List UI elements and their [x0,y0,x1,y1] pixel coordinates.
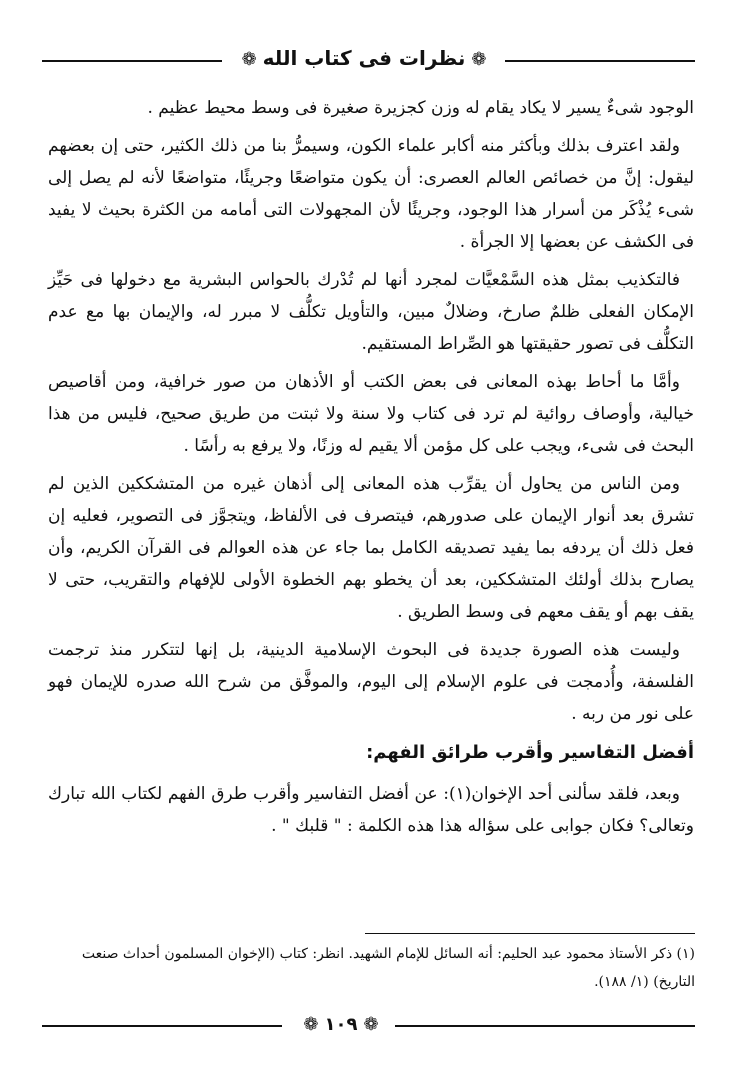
paragraph: فالتكذيب بمثل هذه السَّمْعيَّات لمجرد أنها لم تُدْرك بالحواس البشرية مع دخولها فى حَيِّز الإمكان الفعلى ظلمٌ صارخ، وضلالٌ مبين، والتأويل تكلُّف لا مبرر له، والإيمان بها مع عدم التكلُّف فى تصور حقيقتها هو الصِّراط المستقيم. [48,270,694,354]
page-footer [42,1012,695,1038]
flower-ornament-icon: ❁ [471,48,487,70]
page-number-block [286,1012,396,1038]
header-title-block [226,44,502,74]
paragraph: وبعد، فلقد سألنى أحد الإخوان(١): عن أفضل التفاسير وأقرب طرق الفهم لكتاب الله تبارك وتعالى؟ فكان جوابى على سؤاله هذا هذه الكلمة : " قلبك " . [48,784,694,836]
footer-rule-right [395,1025,695,1027]
flower-ornament-icon: ❁ [303,1014,319,1035]
header-rule-left [42,60,222,62]
footnote-divider [365,933,695,934]
flower-ornament-icon: ❁ [241,48,257,70]
paragraph: ولقد اعترف بذلك وبأكثر منه أكابر علماء الكون، وسيمرُّ بنا من ذلك الكثير، حتى إن بعضهم ليقول: إنَّ من خصائص العالم العصرى: أن يكون متواضعًا وجريئًا، متواضعًا لأنه لم يصل إلى شىء يُذْكَر من أسرار هذا الوجود، وجريئًا لأن المجهولات التى أمامه من الكثرة بحيث لا يفيد فى الكشف عن بعضها إلا الجرأة . [48,136,694,252]
footer-rule-left [42,1025,282,1027]
page-body [48,92,694,848]
paragraph: وأمَّا ما أحاط بهذه المعانى فى بعض الكتب أو الأذهان من صور خرافية، ومن أقاصيص خيالية، وأوصاف روائية لم ترد فى كتاب ولا سنة ولا ثبتت من طريق صحيح، فليس من هذا البحث فى شىء، ويجب على كل مؤمن ألا يقيم له وزنًا، ولا يرفع به رأسًا . [48,372,694,456]
footnote: (١) ذكر الأستاذ محمود عبد الحليم: أنه السائل للإمام الشهيد. انظر: كتاب (الإخوان المسلمون أحداث صنعت التاريخ) (١/ ١٨٨). [81,946,695,990]
paragraph: ومن الناس من يحاول أن يقرِّب هذه المعانى إلى أذهان غيره من المتشككين الذين لم تشرق بعد أنوار الإيمان على صدورهم، فيتصرف فى الألفاظ، ويتجوَّز فى التصوير، فعليه إن فعل ذلك أن يردفه بما يفيد تصديقه الكامل بما جاء عن هذه العوالم فى القرآن الكريم، وأن يصارح بذلك أولئك المتشككين، بعد أن يخطو بهم الخطوة الأولى للإفهام والتقريب، حتى لا يقف بهم أو يقف معهم فى وسط الطريق . [48,474,694,622]
page-header [42,44,695,72]
paragraph: الوجود شىءٌ يسير لا يكاد يقام له وزن كجزيرة صغيرة فى وسط محيط عظيم . [147,98,694,118]
running-title: نظرات فى كتاب الله [262,46,466,70]
flower-ornament-icon: ❁ [363,1014,379,1035]
header-rule-right [505,60,695,62]
paragraph: وليست هذه الصورة جديدة فى البحوث الإسلامية الدينية، بل إنها لتتكرر منذ ترجمت الفلسفة، وأُدمجت فى علوم الإسلام إلى اليوم، والموفَّق من شرح الله صدره للإيمان فهو على نور من ربه . [48,640,694,724]
section-heading: أفضل التفاسير وأقرب طرائق الفهم: [366,742,694,763]
page-number: ١٠٩ [324,1014,358,1035]
